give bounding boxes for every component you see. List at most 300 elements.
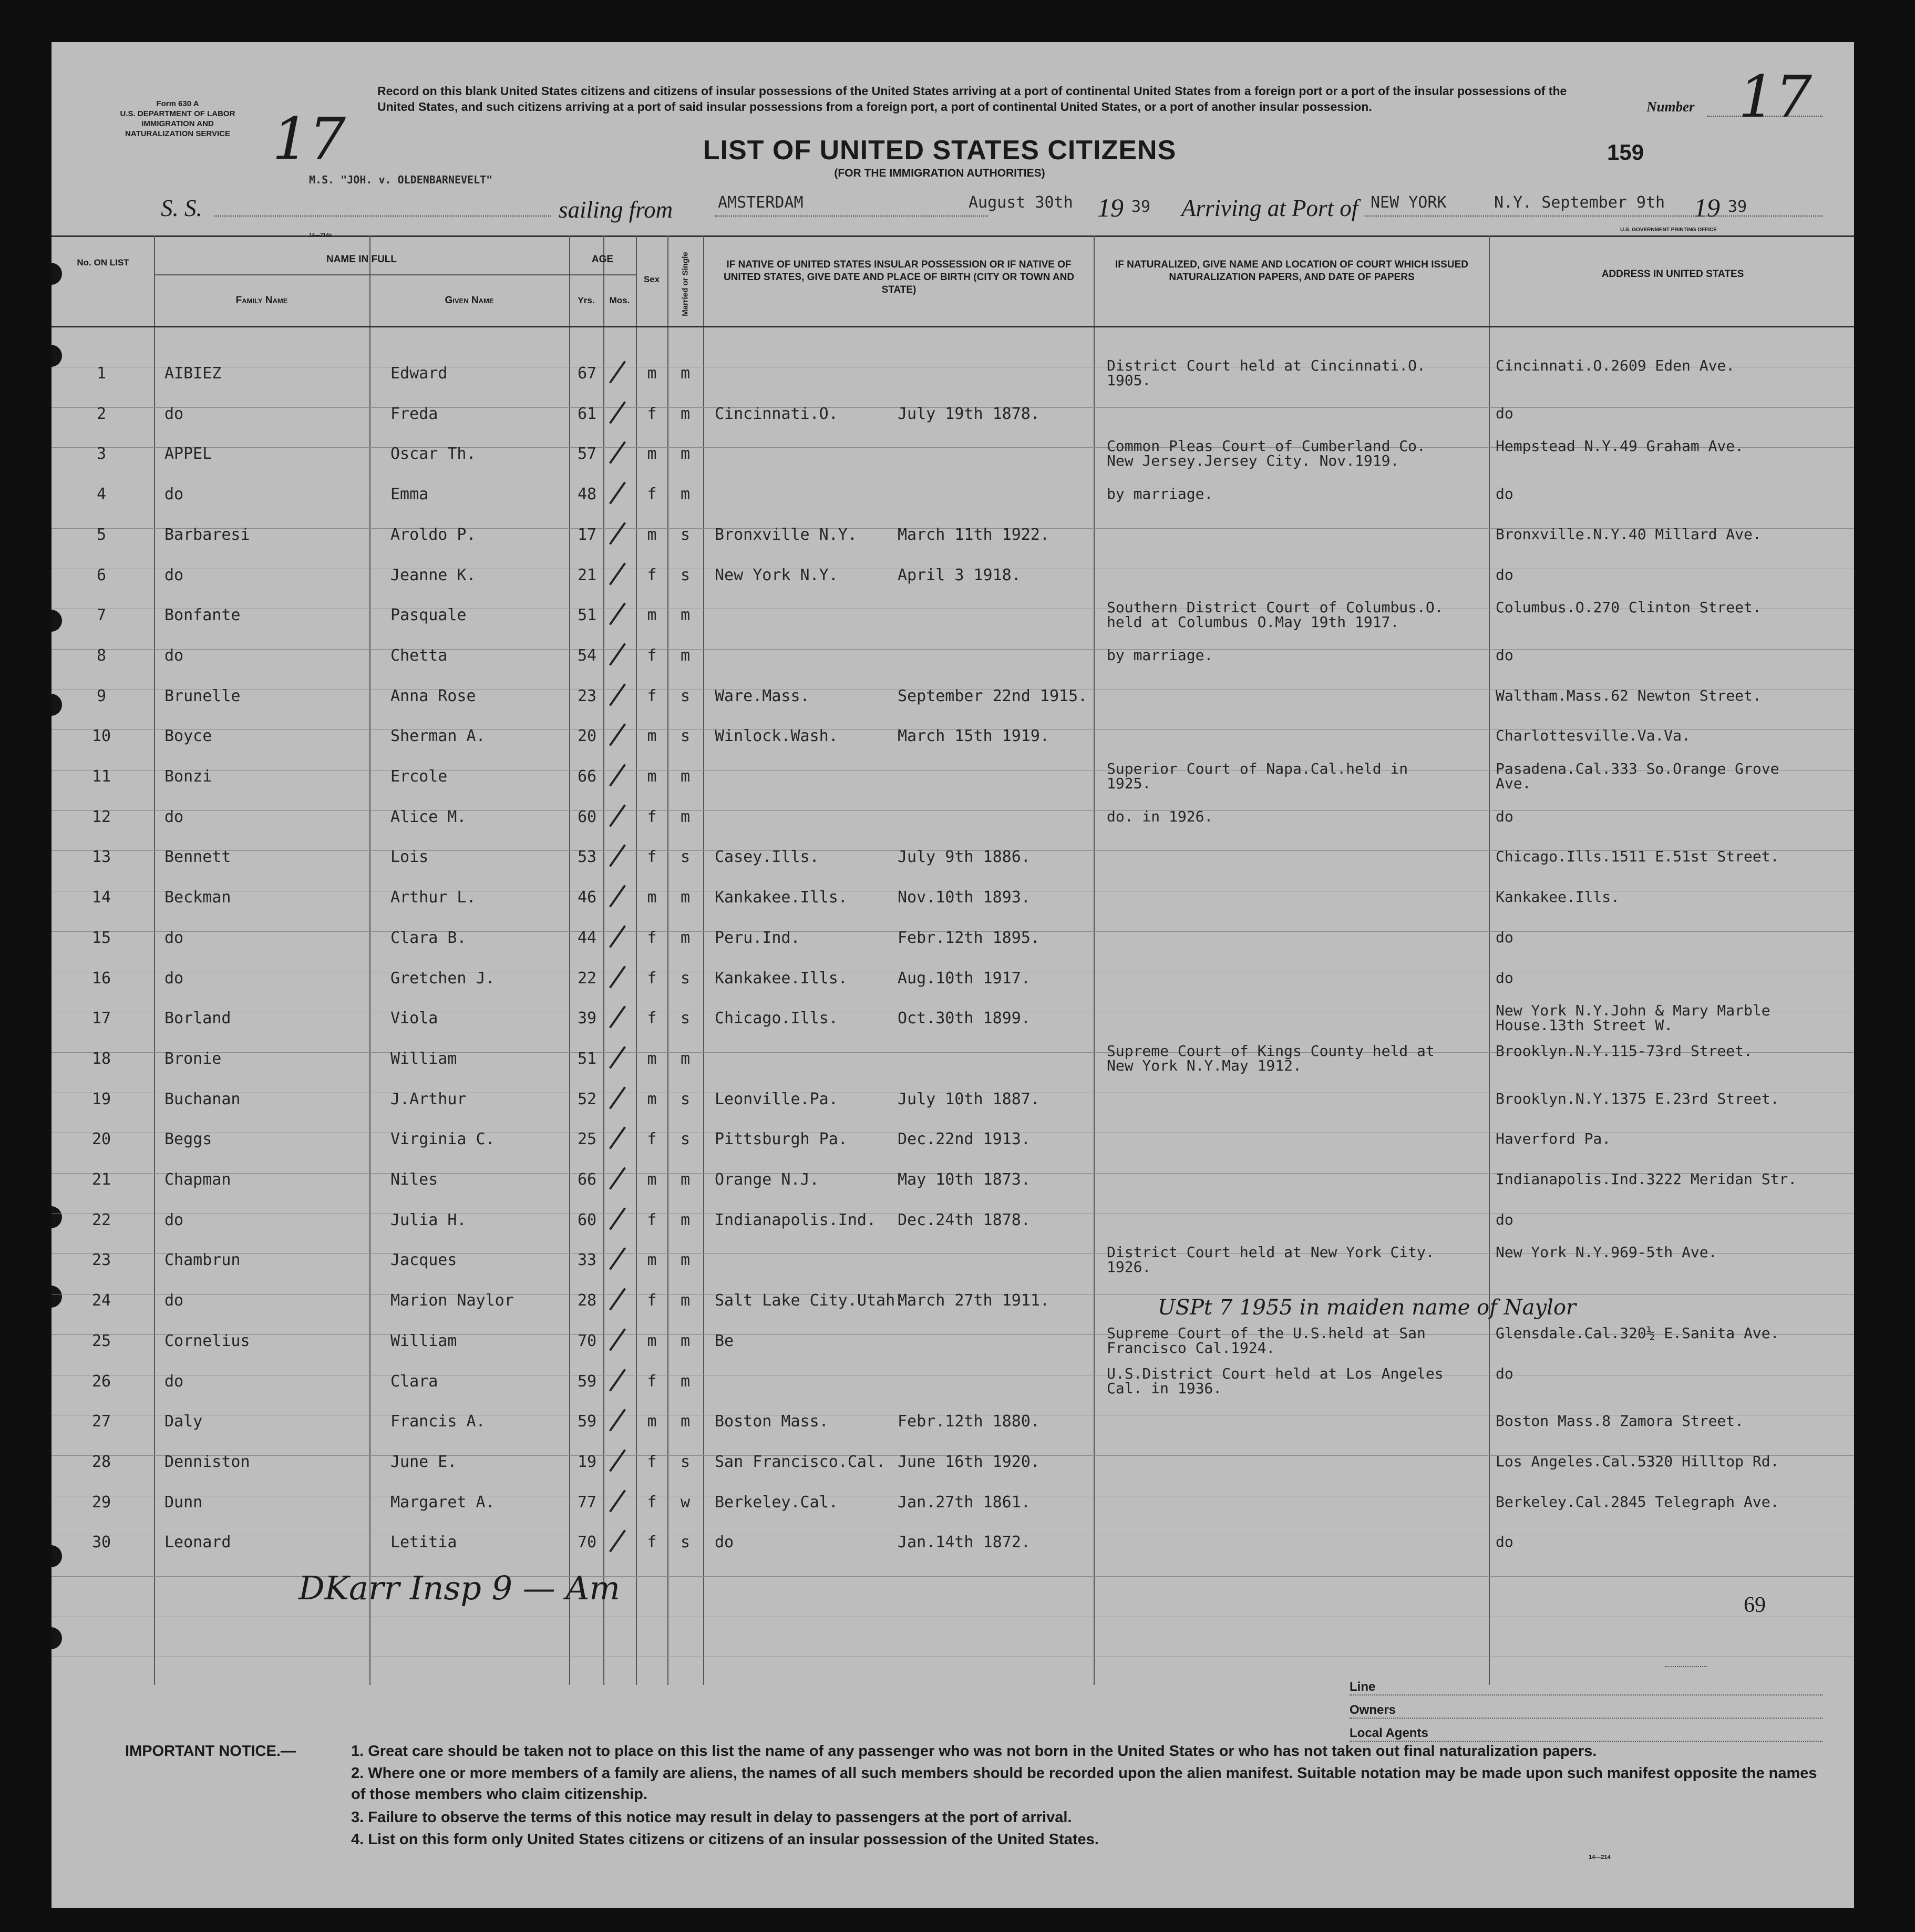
sailing-from-port: AMSTERDAM (718, 193, 804, 212)
column-divider (369, 235, 370, 1685)
birth-date: Oct.30th 1899. (898, 1009, 1031, 1028)
marital-status: m (680, 404, 691, 423)
birth-place: Indianapolis.Ind. (715, 1210, 877, 1229)
family-name: Chambrun (164, 1251, 241, 1270)
us-address: Columbus.O.270 Clinton Street. (1496, 599, 1762, 616)
row-number: 2 (96, 404, 107, 423)
marital-status: m (680, 1049, 691, 1068)
marital-status: m (680, 445, 691, 464)
naturalization-court-line2: Francisco Cal.1924. (1107, 1339, 1275, 1356)
row-number: 13 (91, 848, 111, 867)
naturalization-court-line2: 1925. (1107, 775, 1151, 792)
us-address: do (1496, 807, 1514, 825)
family-name: Bonzi (164, 767, 212, 786)
marital-status: m (680, 485, 691, 504)
sex: f (647, 404, 657, 423)
sex: f (647, 1493, 657, 1512)
line-field (1350, 1680, 1823, 1695)
birth-date: July 10th 1887. (898, 1090, 1040, 1108)
sex: f (647, 566, 657, 584)
notice-label: IMPORTANT NOTICE.— (125, 1743, 296, 1760)
family-name: do (164, 969, 184, 988)
family-name: do (164, 1291, 184, 1310)
family-name: Cornelius (164, 1331, 250, 1350)
given-name: Gretchen J. (390, 969, 495, 988)
row-number: 30 (91, 1533, 111, 1552)
form-number: Form 630 A (156, 99, 199, 108)
age-subheader-line (569, 274, 636, 275)
given-name: Emma (390, 485, 429, 504)
notice-item: 2. Where one or more members of a family are aliens, the names of all such members should be recorded upon the alien manifest. Suitable notation may be made upon such manifest opposite the names of those members who claim citizenship. (351, 1765, 1817, 1803)
naturalization-court: by marriage. (1107, 485, 1213, 503)
us-address: do (1496, 566, 1514, 583)
arrival-port: NEW YORK (1371, 193, 1447, 212)
family-name: Brunelle (164, 686, 241, 705)
age-years: 51 (577, 606, 597, 625)
family-name: Bennett (164, 848, 231, 867)
record-instructions: Record on this blank United States citizens and citizens of insular possessions of the United States arriving at a port of continental United States from a foreign port or a port of the insular possessions of the United States, and such citizens arriving at a port of said insular possessions from a foreign port, a port of continental United States, or a port of another insular possession. (377, 84, 1567, 114)
column-divider (1094, 235, 1095, 1685)
age-years: 19 (577, 1452, 597, 1471)
marital-status: s (680, 1533, 691, 1552)
row-number: 9 (96, 686, 107, 705)
age-years: 46 (577, 888, 597, 907)
age-years: 57 (577, 445, 597, 464)
sex: f (647, 1009, 657, 1028)
port-underline (715, 215, 988, 217)
naturalization-court: U.S.District Court held at Los Angeles (1107, 1364, 1444, 1382)
row-number: 29 (91, 1493, 111, 1512)
us-address: Haverford Pa. (1496, 1130, 1611, 1148)
row-number: 5 (96, 525, 107, 544)
age-years: 59 (577, 1412, 597, 1431)
column-divider (603, 235, 604, 1685)
sex: f (647, 807, 657, 826)
form-info-block (104, 99, 251, 139)
marital-status: s (680, 566, 691, 584)
family-name: do (164, 1210, 184, 1229)
marital-status: s (680, 686, 691, 705)
birth-place: Chicago.Ills. (715, 1009, 838, 1028)
given-name: Margaret A. (390, 1493, 495, 1512)
row-number: 28 (91, 1452, 111, 1471)
number-label: Number (1646, 99, 1695, 115)
birth-place: Be (715, 1331, 734, 1350)
column-divider (1489, 235, 1490, 1685)
local-agents-label: Local Agents (1350, 1726, 1428, 1740)
birth-place: San Francisco.Cal. (715, 1452, 886, 1471)
marital-status: m (680, 928, 691, 947)
us-address: Berkeley.Cal.2845 Telegraph Ave. (1496, 1493, 1779, 1510)
age-years: 51 (577, 1049, 597, 1068)
sail-year: 39 (1131, 198, 1151, 216)
sex: f (647, 1533, 657, 1552)
sex: f (647, 1130, 657, 1149)
sex: m (647, 767, 657, 786)
birth-date: July 9th 1886. (898, 848, 1031, 867)
given-name: Alice M. (390, 807, 467, 826)
row-number: 17 (91, 1009, 111, 1028)
birth-place: Winlock.Wash. (715, 727, 838, 746)
age-years: 20 (577, 727, 597, 746)
row-number: 27 (91, 1412, 111, 1431)
manifest-sheet (52, 42, 1854, 1908)
birth-date: Jan.14th 1872. (898, 1533, 1031, 1552)
printer-note: U.S. GOVERNMENT PRINTING OFFICE (1620, 227, 1717, 233)
naturalization-court-line2: held at Columbus O.May 19th 1917. (1107, 613, 1399, 631)
naturalization-court: Common Pleas Court of Cumberland Co. (1107, 437, 1426, 455)
naturalization-court: Southern District Court of Columbus.O. (1107, 599, 1444, 616)
birth-place: Kankakee.Ills. (715, 969, 848, 988)
sex: m (647, 1090, 657, 1108)
age-years: 60 (577, 807, 597, 826)
family-name: do (164, 566, 184, 584)
birth-date: May 10th 1873. (898, 1170, 1031, 1189)
naturalization-court: Supreme Court of Kings County held at (1107, 1042, 1435, 1060)
us-address: Chicago.Ills.1511 E.51st Street. (1496, 848, 1779, 866)
age-years: 53 (577, 848, 597, 867)
family-name: do (164, 1372, 184, 1391)
naturalization-court-line2: 1905. (1107, 372, 1151, 389)
sex: f (647, 1210, 657, 1229)
col-native: IF NATIVE OF UNITED STATES INSULAR POSSESSION OR IF NATIVE OF UNITED STATES, GIVE DATE AND PLACE OF BIRTH (CITY OR TOWN AND STATE) (723, 259, 1075, 295)
row-number: 23 (91, 1251, 111, 1270)
birth-place: Orange N.J. (715, 1170, 819, 1189)
notice-item: 4. List on this form only United States citizens or citizens of an insular possession of the United States. (351, 1831, 1099, 1848)
birth-place: New York N.Y. (715, 566, 838, 584)
family-name: do (164, 807, 184, 826)
family-name: Leonard (164, 1533, 231, 1552)
row-number: 10 (91, 727, 111, 746)
age-years: 23 (577, 686, 597, 705)
arrival-underline (1365, 215, 1823, 217)
naturalization-court-line2: Cal. in 1936. (1107, 1379, 1222, 1397)
birth-place: Boston Mass. (715, 1412, 829, 1431)
family-name: Boyce (164, 727, 212, 746)
sex: m (647, 1170, 657, 1189)
given-name: Niles (390, 1170, 438, 1189)
age-years: 54 (577, 646, 597, 665)
row-number: 4 (96, 485, 107, 504)
sex: m (647, 364, 657, 383)
column-divider (636, 235, 637, 1685)
given-name: Viola (390, 1009, 438, 1028)
column-divider (154, 235, 155, 1685)
sail-date: August 30th (969, 193, 1073, 212)
given-name: Virginia C. (390, 1130, 495, 1149)
col-name-in-full: NAME IN FULL (326, 254, 397, 265)
naturalization-court: Supreme Court of the U.S.held at San (1107, 1324, 1426, 1342)
family-name: do (164, 485, 184, 504)
marital-status: m (680, 888, 691, 907)
birth-date: March 27th 1911. (898, 1291, 1049, 1310)
given-name: Jacques (390, 1251, 457, 1270)
given-name: Sherman A. (390, 727, 486, 746)
age-years: 67 (577, 364, 597, 383)
col-family-name: Family Name (235, 295, 288, 306)
us-address: do (1496, 1210, 1514, 1228)
row-number: 3 (96, 445, 107, 464)
ship-underline (214, 215, 551, 217)
naturalization-court: District Court held at Cincinnati.O. (1107, 357, 1426, 374)
birth-date: Febr.12th 1880. (898, 1412, 1040, 1431)
naturalization-court: do. in 1926. (1107, 807, 1213, 825)
us-address: Hempstead N.Y.49 Graham Ave. (1496, 437, 1744, 455)
marital-status: m (680, 1291, 691, 1310)
sex: f (647, 928, 657, 947)
us-address: Pasadena.Cal.333 So.Orange Grove (1496, 760, 1779, 777)
us-address: do (1496, 404, 1514, 422)
col-address: ADDRESS IN UNITED STATES (1601, 269, 1744, 280)
us-address: do (1496, 1533, 1514, 1551)
marital-status: m (680, 1331, 691, 1350)
age-years: 44 (577, 928, 597, 947)
given-name: Chetta (390, 646, 448, 665)
family-name: Dunn (164, 1493, 203, 1512)
row-number: 25 (91, 1331, 111, 1350)
birth-date: Aug.10th 1917. (898, 969, 1031, 988)
age-years: 70 (577, 1533, 597, 1552)
col-no-on-list: No. ON LIST (77, 258, 129, 268)
given-name: Oscar Th. (390, 445, 476, 464)
family-name: Bronie (164, 1049, 222, 1068)
birth-date: Dec.22nd 1913. (898, 1130, 1031, 1149)
sex: m (647, 1331, 657, 1350)
birth-place: Cincinnati.O. (715, 404, 838, 423)
given-name: Letitia (390, 1533, 457, 1552)
age-years: 28 (577, 1291, 597, 1310)
age-years: 48 (577, 485, 597, 504)
row-number: 14 (91, 888, 111, 907)
given-name: J.Arthur (390, 1090, 467, 1108)
sex: f (647, 969, 657, 988)
family-name: Beggs (164, 1130, 212, 1149)
service-line: IMMIGRATION AND (141, 119, 214, 128)
birth-date: July 19th 1878. (898, 404, 1040, 423)
col-sex: Sex (643, 274, 660, 284)
age-years: 22 (577, 969, 597, 988)
marital-status: s (680, 1090, 691, 1108)
row-number: 19 (91, 1090, 111, 1108)
year-prefix: 19 (1097, 193, 1124, 222)
sex: m (647, 445, 657, 464)
notice-item: 3. Failure to observe the terms of this notice may result in delay to passengers at the port of arrival. (351, 1809, 1072, 1826)
us-address: Brooklyn.N.Y.115-73rd Street. (1496, 1042, 1753, 1060)
stamped-page-number: 159 (1607, 140, 1644, 165)
family-name: do (164, 928, 184, 947)
family-name: Chapman (164, 1170, 231, 1189)
birth-place: Salt Lake City.Utah. (715, 1291, 905, 1310)
row-number: 24 (91, 1291, 111, 1310)
us-address-line2: House.13th Street W. (1496, 1016, 1673, 1034)
naturalization-court-line2: New York N.Y.May 1912. (1107, 1056, 1302, 1074)
family-name: do (164, 646, 184, 665)
given-name: Anna Rose (390, 686, 476, 705)
service-line: NATURALIZATION SERVICE (125, 129, 230, 138)
given-name: Clara B. (390, 928, 467, 947)
arriving-label: Arriving at Port of (1181, 195, 1358, 221)
birth-date: April 3 1918. (898, 566, 1021, 584)
birth-place: Peru.Ind. (715, 928, 800, 947)
col-naturalized: IF NATURALIZED, GIVE NAME AND LOCATION OF COURT WHICH ISSUED NATURALIZATION PAPERS, AND DATE OF PAPERS (1115, 259, 1468, 283)
family-name: Buchanan (164, 1090, 241, 1108)
row-number: 1 (96, 364, 107, 383)
row-number: 20 (91, 1130, 111, 1149)
naturalization-court-line2: 1926. (1107, 1258, 1151, 1276)
family-name: Bonfante (164, 606, 241, 625)
col-mos: Mos. (609, 295, 630, 305)
us-address: do (1496, 969, 1514, 986)
row-number: 16 (91, 969, 111, 988)
marital-status: s (680, 525, 691, 544)
us-address: Indianapolis.Ind.3222 Meridan Str. (1496, 1170, 1797, 1188)
us-address: Los Angeles.Cal.5320 Hilltop Rd. (1496, 1452, 1779, 1470)
given-name: Clara (390, 1372, 438, 1391)
header-bottom-line (52, 326, 1854, 327)
family-name: AIBIEZ (164, 364, 222, 383)
age-years: 66 (577, 1170, 597, 1189)
birth-place: Berkeley.Cal. (715, 1493, 838, 1512)
given-name: William (390, 1049, 457, 1068)
given-name: Arthur L. (390, 888, 476, 907)
age-years: 77 (577, 1493, 597, 1512)
marital-status: s (680, 1009, 691, 1028)
age-years: 39 (577, 1009, 597, 1028)
given-name: Julia H. (390, 1210, 467, 1229)
birth-place: Leonville.Pa. (715, 1090, 838, 1108)
marital-status: m (680, 1251, 691, 1270)
year-prefix: 19 (1694, 193, 1720, 222)
birth-date: March 15th 1919. (898, 727, 1049, 746)
marital-status: s (680, 969, 691, 988)
given-name: Jeanne K. (390, 566, 476, 584)
age-years: 25 (577, 1130, 597, 1149)
sex: f (647, 1291, 657, 1310)
sex: f (647, 848, 657, 867)
page-number: 69 (1744, 1593, 1766, 1617)
age-years: 17 (577, 525, 597, 544)
col-given-name: Given Name (445, 295, 494, 306)
row-number: 15 (91, 928, 111, 947)
sex: m (647, 1412, 657, 1431)
row-number: 21 (91, 1170, 111, 1189)
family-name: Borland (164, 1009, 231, 1028)
column-divider (667, 235, 668, 1685)
age-years: 59 (577, 1372, 597, 1391)
sex: f (647, 646, 657, 665)
given-name: Aroldo P. (390, 525, 476, 544)
marital-status: s (680, 727, 691, 746)
us-address: do (1496, 646, 1514, 664)
birth-date: March 11th 1922. (898, 525, 1049, 544)
sex: m (647, 1049, 657, 1068)
col-yrs: Yrs. (578, 295, 595, 305)
page-title: LIST OF UNITED STATES CITIZENS (703, 135, 1177, 166)
sex: m (647, 525, 657, 544)
marital-status: m (680, 364, 691, 383)
ship-name: M.S. "JOH. v. OLDENBARNEVELT" (309, 173, 493, 186)
handwritten-annotation: USPt 7 1955 in maiden name of Naylor (1158, 1296, 1577, 1320)
marital-status: s (680, 1452, 691, 1471)
notice-item: 1. Great care should be taken not to place on this list the name of any passenger who was not born in the United States or who has not taken out final naturalization papers. (351, 1743, 1597, 1760)
form-code-small: 14—214a (309, 232, 332, 238)
birth-place: Casey.Ills. (715, 848, 819, 867)
col-married-single (667, 252, 703, 321)
birth-date: Febr.12th 1895. (898, 928, 1040, 947)
naturalization-court: by marriage. (1107, 646, 1213, 664)
us-address: Boston Mass.8 Zamora Street. (1496, 1412, 1744, 1430)
us-address: Cincinnati.O.2609 Eden Ave. (1496, 357, 1735, 374)
page-subtitle: (FOR THE IMMIGRATION AUTHORITIES) (834, 167, 1045, 179)
naturalization-court: Superior Court of Napa.Cal.held in (1107, 760, 1408, 777)
marital-status: s (680, 848, 691, 867)
marital-status: m (680, 646, 691, 665)
naturalization-court: District Court held at New York City. (1107, 1244, 1435, 1261)
us-address: Waltham.Mass.62 Newton Street. (1496, 686, 1762, 704)
birth-date: Dec.24th 1878. (898, 1210, 1031, 1229)
col-married-single-label: Married or Single (681, 252, 690, 316)
owners-field (1350, 1703, 1823, 1719)
arrival-year: 39 (1728, 198, 1747, 216)
column-divider (703, 235, 704, 1685)
sex: f (647, 686, 657, 705)
age-years: 70 (577, 1331, 597, 1350)
age-years: 33 (577, 1251, 597, 1270)
marital-status: m (680, 1170, 691, 1189)
us-address: do (1496, 1364, 1514, 1382)
naturalization-court-line2: New Jersey.Jersey City. Nov.1919. (1107, 452, 1399, 470)
sex: m (647, 1251, 657, 1270)
us-address: New York N.Y.969-5th Ave. (1496, 1244, 1717, 1261)
age-years: 21 (577, 566, 597, 584)
inspector-signature: DKarr Insp 9 — Am (298, 1569, 621, 1607)
given-name: Lois (390, 848, 429, 867)
marital-status: m (680, 1210, 691, 1229)
us-address: Brooklyn.N.Y.1375 E.23rd Street. (1496, 1090, 1779, 1107)
age-years: 60 (577, 1210, 597, 1229)
given-name: Pasquale (390, 606, 467, 625)
us-address: Kankakee.Ills. (1496, 888, 1620, 906)
sailing-from-label: sailing from (559, 197, 673, 223)
marital-status: m (680, 1372, 691, 1391)
sex: f (647, 1372, 657, 1391)
col-age: AGE (591, 254, 614, 265)
birth-place: do (715, 1533, 734, 1552)
marital-status: s (680, 1130, 691, 1149)
sex: f (647, 1452, 657, 1471)
us-address: Bronxville.N.Y.40 Millard Ave. (1496, 525, 1762, 543)
birth-place: Kankakee.Ills. (715, 888, 848, 907)
row-number: 22 (91, 1210, 111, 1229)
given-name: Ercole (390, 767, 448, 786)
row-number: 7 (96, 606, 107, 625)
row-number: 26 (91, 1372, 111, 1391)
birth-date: September 22nd 1915. (898, 686, 1088, 705)
us-address: Charlottesville.Va.Va. (1496, 727, 1691, 745)
birth-date: Jan.27th 1861. (898, 1493, 1031, 1512)
family-name: Barbaresi (164, 525, 250, 544)
us-address: New York N.Y.John & Mary Marble (1496, 1002, 1770, 1020)
birth-place: Bronxville N.Y. (715, 525, 857, 544)
us-address: do (1496, 928, 1514, 946)
birth-date: Nov.10th 1893. (898, 888, 1031, 907)
department: U.S. DEPARTMENT OF LABOR (120, 109, 235, 118)
sex: m (647, 727, 657, 746)
marital-status: m (680, 767, 691, 786)
line-label: Line (1350, 1680, 1376, 1694)
given-name: Edward (390, 364, 448, 383)
family-name: Denniston (164, 1452, 250, 1471)
